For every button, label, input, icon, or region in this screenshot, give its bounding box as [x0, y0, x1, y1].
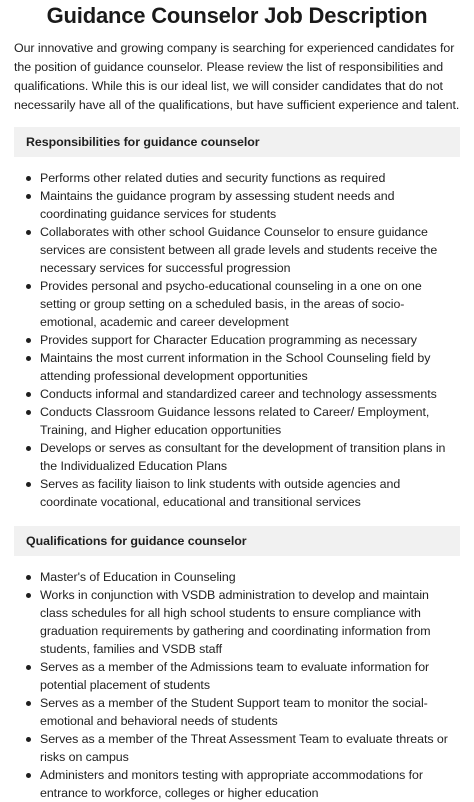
list-item-text: Conducts informal and standardized career and technology assessments: [40, 387, 437, 401]
list-item: [14, 169, 460, 187]
list-item: [14, 730, 460, 766]
list-item: [14, 223, 460, 277]
responsibilities-heading: Responsibilities for guidance counselor: [14, 127, 460, 157]
list-item-text: Provides personal and psycho-educational counseling in a one on one setting or group setting on a scheduled basis, in the areas of socio-emotional, academic and career development: [40, 279, 422, 329]
list-item-text: Performs other related duties and security functions as required: [40, 171, 386, 185]
list-item: [14, 385, 460, 403]
list-item: [14, 349, 460, 385]
bullet-icon: [26, 338, 31, 343]
bullet-icon: [26, 392, 31, 397]
bullet-icon: [26, 194, 31, 199]
bullet-icon: [26, 230, 31, 235]
list-item: [14, 403, 460, 439]
list-item-text: Maintains the guidance program by assessing student needs and coordinating guidance services for students: [40, 189, 395, 221]
bullet-icon: [26, 575, 31, 580]
bullet-icon: [26, 410, 31, 415]
qualifications-list: [14, 568, 460, 802]
bullet-icon: [26, 701, 31, 706]
list-item-text: Provides support for Character Education programming as necessary: [40, 333, 417, 347]
bullet-icon: [26, 284, 31, 289]
list-item-text: Serves as a member of the Admissions team to evaluate information for potential placement of students: [40, 660, 430, 692]
list-item: [14, 277, 460, 331]
list-item-text: Master's of Education in Counseling: [40, 570, 236, 584]
list-item: [14, 187, 460, 223]
list-item-text: Works in conjunction with VSDB administration to develop and maintain class schedules for all high school students to ensure compliance with graduation requirements by gathering and coordinating information from students, families and VSDB staff: [40, 588, 431, 656]
qualifications-heading: Qualifications for guidance counselor: [14, 526, 460, 556]
list-item-text: Serves as a member of the Student Support team to monitor the social-emotional and behavioral needs of students: [40, 696, 428, 728]
list-item-text: Collaborates with other school Guidance Counselor to ensure guidance services are consistent between all grade levels and students receive the necessary services for successful progression: [40, 225, 438, 275]
list-item-text: Administers and monitors testing with appropriate accommodations for entrance to workforce, colleges or higher education: [40, 768, 423, 800]
list-item: [14, 694, 460, 730]
list-item: [14, 586, 460, 658]
list-item: [14, 475, 460, 511]
list-item: [14, 658, 460, 694]
intro-paragraph: Our innovative and growing company is searching for experienced candidates for the position of guidance counselor. Please review the list of responsibilities and qualifications. While this is our ideal list, we will consider candidates that do not necessarily have all of the qualifications, but have sufficient experience and talent.: [14, 41, 460, 112]
list-item: [14, 439, 460, 475]
bullet-icon: [26, 482, 31, 487]
responsibilities-list: [14, 169, 460, 511]
list-item: [14, 766, 460, 802]
bullet-icon: [26, 356, 31, 361]
bullet-icon: [26, 176, 31, 181]
list-item-text: Conducts Classroom Guidance lessons related to Career/ Employment, Training, and Higher education opportunities: [40, 405, 430, 437]
bullet-icon: [26, 773, 31, 778]
list-item-text: Serves as a member of the Threat Assessment Team to evaluate threats or risks on campus: [40, 732, 448, 764]
list-item-text: Maintains the most current information in the School Counseling field by attending professional development opportunities: [40, 351, 431, 383]
list-item: [14, 568, 460, 586]
list-item-text: Serves as facility liaison to link students with outside agencies and coordinate vocational, educational and transitional services: [40, 477, 401, 509]
bullet-icon: [26, 446, 31, 451]
list-item-text: Develops or serves as consultant for the development of transition plans in the Individualized Education Plans: [40, 441, 446, 473]
page-title: Guidance Counselor Job Description: [46, 3, 428, 28]
bullet-icon: [26, 665, 31, 670]
bullet-icon: [26, 737, 31, 742]
list-item: [14, 331, 460, 349]
bullet-icon: [26, 593, 31, 598]
